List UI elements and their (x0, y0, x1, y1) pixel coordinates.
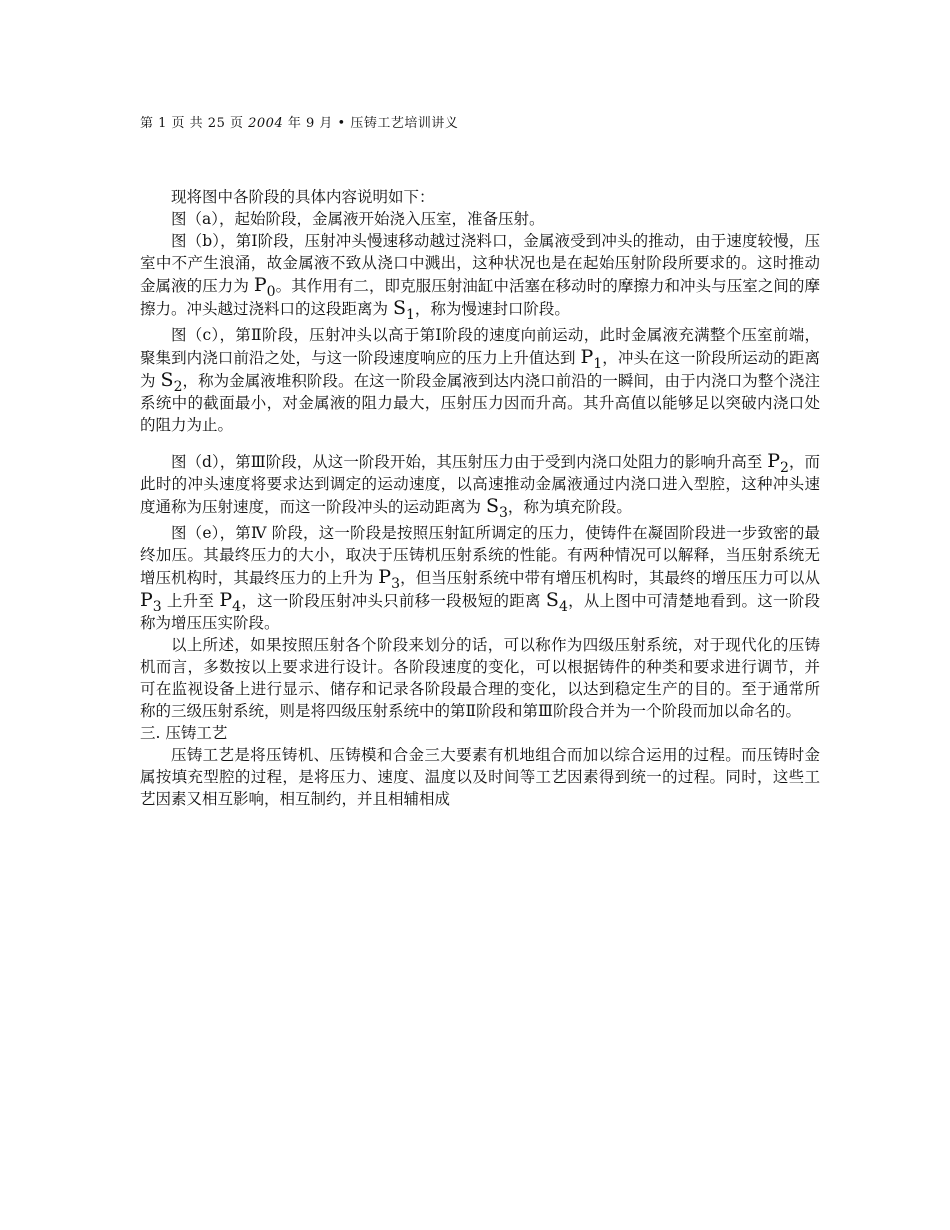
distance-s4-subscript: 4 (558, 599, 568, 615)
page-number-label: 第 1 页 共 25 页 (140, 116, 244, 131)
process-paragraph: 压铸工艺是将压铸机、压铸模和合金三大要素有机地组合而加以综合运用的过程。而压铸时金属按填充型腔的过程，是将压力、速度、温度以及时间等工艺因素得到统一的过程。同时，这些工艺因素又相互影响，相互制约，并且相辅相成 (140, 746, 820, 808)
distance-s1: S (392, 297, 406, 319)
distance-s1-subscript: 1 (405, 307, 415, 323)
section-title: . 压铸工艺 (155, 724, 228, 742)
header-year: 2004 (248, 116, 284, 131)
intro-paragraph: 现将图中各阶段的具体内容说明如下： (171, 188, 435, 206)
pressure-p3-subscript: 3 (391, 576, 401, 592)
stage-e-text-2: ，但当压射系统中带有增压机构时，其最终的增压压力可以从 (400, 569, 820, 587)
distance-s2-subscript: 2 (173, 379, 183, 395)
pressure-p3: P (378, 566, 392, 588)
stage-a-paragraph: 图（a），起始阶段，金属液开始浇入压室，准备压射。 (171, 210, 545, 228)
distance-s3: S (485, 495, 499, 517)
header-title: 年 9 月 • 压铸工艺培训讲义 (287, 116, 459, 131)
stage-c-text-3: ，称为金属液堆积阶段。在这一阶段金属液到达内浇口前沿的一瞬间，由于内浇口为整个浇注系统中的截面最小，对金属液的阻力最大，压射压力因而升高。其升高值以能够足以突破内浇口处的阻力为止。 (140, 372, 820, 434)
pressure-p1-subscript: 1 (593, 356, 603, 372)
pressure-p1: P (580, 346, 594, 368)
stage-d-text-3: ，称为填充阶段。 (507, 498, 632, 516)
distance-s2: S (160, 369, 174, 391)
stage-e-text-1: 图（e），第Ⅳ 阶段，这一阶段是按照压射缸所调定的压力，使铸件在凝固阶段进一步致密的最终加压。其最终压力的大小，取决于压铸机压射系统的性能。有两种情况可以解释，当压射系统无增压机构时，其最终压力的上升为 (140, 524, 820, 587)
stage-c-text-1: 图（c），第Ⅱ阶段，压射冲头以高于第Ⅰ阶段的速度向前运动，此时金属液充满整个压室前端，聚集到内浇口前沿之处，与这一阶段速度响应的压力上升值达到 (140, 326, 820, 367)
stage-e-paragraph (140, 522, 820, 634)
stage-d-paragraph (140, 450, 820, 521)
distance-s4: S (545, 589, 559, 611)
stage-c-paragraph (140, 324, 820, 436)
stage-d-text-1: 图（d），第Ⅲ阶段，从这一阶段开始，其压射压力由于受到内浇口处阻力的影响升高至 (171, 453, 768, 471)
pressure-p2-subscript: 2 (780, 460, 789, 476)
section-number: 三 (140, 724, 156, 742)
stage-c-text-2: ，冲头在这一阶段所运动的距离为 (140, 349, 820, 390)
document-body (140, 186, 820, 810)
stage-b-text-3: ，称为慢速封口阶段。 (414, 300, 570, 318)
pressure-p4: P (219, 589, 233, 611)
pressure-p0: P (253, 274, 267, 296)
stage-b-text-1: 图（b），第Ⅰ阶段，压射冲头慢速移动越过浇料口，金属液受到冲头的推动，由于速度较慢，压室中不产生浪涌，故金属液不致从浇口中溅出，这种状况也是在起始压射阶段所要求的。这时推动金属液的压力为 (140, 232, 820, 295)
summary-paragraph: 以上所述，如果按照压射各个阶段来划分的话，可以称作为四级压射系统，对于现代化的压铸机而言，多数按以上要求进行设计。各阶段速度的变化，可以根据铸件的种类和要求进行调节，并可在监视设备上进行显示、储存和记录各阶段最合理的变化，以达到稳定生产的目的。至于通常所称的三级压射系统，则是将四级压射系统中的第Ⅱ阶段和第Ⅲ阶段合并为一个阶段而加以命名的。 (140, 636, 820, 720)
pressure-p3-second-subscript: 3 (152, 599, 162, 615)
distance-s3-subscript: 3 (498, 505, 508, 521)
pressure-p3-second: P (140, 589, 153, 611)
pressure-p0-subscript: 0 (266, 284, 276, 300)
stage-b-paragraph (140, 230, 820, 323)
stage-e-text-3: 上升至 (161, 592, 220, 610)
pressure-p2: P (767, 450, 781, 472)
stage-b-text-2: 。其作用有二，即克服压射油缸中活塞在移动时的摩擦力和冲头与压室之间的摩擦力。冲头越过浇料口的这段距离为 (140, 277, 820, 318)
stage-e-text-5: ，从上图中可清楚地看到。这一阶段称为增压压实阶段。 (140, 592, 820, 632)
stage-e-text-4: ，这一阶段压射冲头只前移一段极短的距离 (241, 592, 546, 610)
pressure-p4-subscript: 4 (232, 599, 242, 615)
section-heading (140, 722, 820, 744)
page-header (140, 112, 458, 131)
stage-d-text-2: ，而此时的冲头速度将要求达到调定的运动速度，以高速推动金属液通过内浇口进入型腔，这种冲头速度通称为压射速度，而这一阶段冲头的运动距离为 (140, 453, 820, 516)
